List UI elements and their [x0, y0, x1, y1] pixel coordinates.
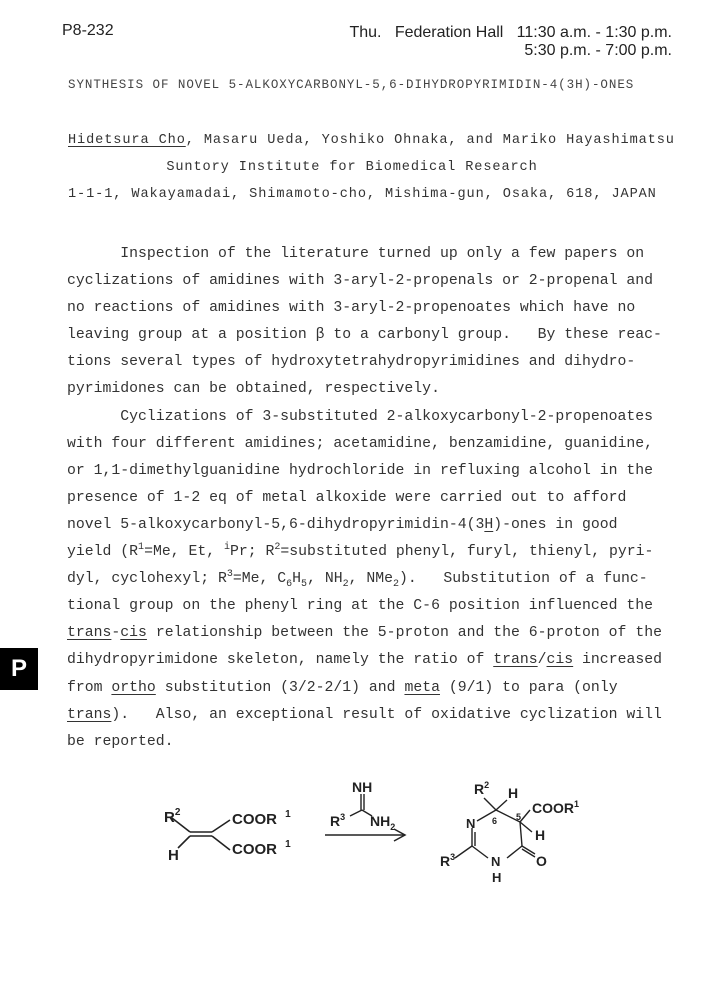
product-h6: H	[508, 785, 519, 801]
text-segment: Cyclizations of 3-substituted 2-alkoxycarbonyl-2-propenoates	[67, 408, 654, 425]
schedule-line-2: 5:30 p.m. - 7:00 p.m.	[524, 42, 672, 59]
body-line	[67, 241, 662, 268]
text-segment: 3	[226, 569, 233, 581]
body-line	[67, 566, 662, 593]
text-segment: 5	[301, 579, 308, 591]
product-carbonyl-o: O	[536, 853, 547, 869]
schedule-line-1: Thu. Federation Hall 11:30 a.m. - 1:30 p.m.	[349, 24, 672, 41]
text-segment: , NMe	[348, 571, 394, 588]
text-segment: cis	[546, 652, 574, 669]
body-line	[67, 539, 662, 566]
text-segment: 2	[393, 579, 400, 591]
text-segment: =Me, Et,	[144, 544, 224, 561]
text-segment: tions several types of hydroxytetrahydropyrimidines and dihydro-	[67, 354, 636, 371]
body-line	[67, 647, 662, 674]
body-line	[67, 268, 662, 295]
text-segment: )-ones in good	[493, 516, 618, 533]
amidine-nh: NH	[352, 779, 373, 795]
text-segment: trans	[493, 652, 538, 669]
text-segment: ). Also, an exceptional result of oxidative cyclization will	[111, 706, 662, 723]
text-segment: pyrimidones can be obtained, respectively.	[67, 381, 440, 398]
product-ester: COOR$^1$	[532, 799, 580, 816]
text-segment: be reported.	[67, 733, 174, 750]
author-list	[68, 133, 675, 148]
amidine-nh2: $NH_2$	[370, 813, 396, 832]
text-segment: H	[292, 571, 302, 588]
text-segment: trans	[67, 706, 112, 723]
body-line	[67, 431, 662, 458]
body-line	[67, 485, 662, 512]
reactant-h: H	[168, 847, 179, 864]
body-line	[67, 512, 662, 539]
product-h5: H	[535, 827, 546, 843]
text-segment: tional group on the phenyl ring at the C-6 position influenced the	[67, 598, 654, 615]
text-segment: trans	[67, 625, 112, 642]
body-line	[67, 620, 662, 647]
text-segment: ). Substitution of a func-	[399, 571, 648, 588]
body-line	[67, 376, 662, 403]
text-segment: , NH	[307, 571, 343, 588]
text-segment: 1	[138, 542, 145, 554]
poster-id: P8-232	[62, 22, 114, 39]
address: 1-1-1, Wakayamadai, Shimamoto-cho, Mishima-gun, Osaka, 618, JAPAN	[68, 187, 657, 202]
text-segment: yield (R	[67, 544, 139, 561]
body-line	[67, 349, 662, 376]
text-segment: leaving group at a position β to a carbonyl group. By these reac-	[67, 327, 662, 344]
presenting-author: Hidetsura Cho	[68, 133, 186, 148]
reaction-scheme	[150, 760, 580, 900]
text-segment: Inspection of the literature turned up only a few papers on	[67, 246, 645, 262]
text-segment: /	[537, 652, 547, 669]
text-segment: 2	[342, 579, 349, 591]
text-segment: dihydropyrimidone skeleton, namely the ratio of	[67, 652, 494, 669]
text-segment: 6	[286, 579, 293, 591]
body-line	[67, 729, 662, 756]
body-line	[67, 295, 662, 322]
text-segment: i	[223, 542, 230, 554]
position-5: 5	[516, 812, 522, 822]
text-segment: dyl, cyclohexyl; R	[67, 571, 227, 588]
text-segment: increased	[573, 652, 662, 669]
reactant-structure	[172, 818, 230, 850]
product-n1: N	[466, 816, 476, 831]
section-tab: P	[0, 648, 38, 690]
text-segment: (9/1) to para (only	[439, 679, 618, 696]
text-segment: meta	[404, 679, 440, 696]
text-segment: no reactions of amidines with 3-aryl-2-propenoates which have no	[67, 300, 636, 317]
product-r3: $R^3$	[440, 852, 456, 869]
reactant-ester-1: COOR $^1$	[232, 809, 291, 828]
reactant-ester-2: COOR $^1$	[232, 839, 291, 858]
position-6: 6	[492, 816, 498, 826]
text-segment: from	[67, 679, 112, 696]
reactant-r2: $R^2$	[164, 807, 181, 826]
text-segment: novel 5-alkoxycarbonyl-5,6-dihydropyrimidin-4(3	[67, 516, 485, 533]
institution: Suntory Institute for Biomedical Research	[166, 160, 538, 175]
text-segment: 2	[274, 542, 281, 554]
text-segment: substitution (3/2-2/1) and	[155, 679, 405, 696]
text-segment: cyclizations of amidines with 3-aryl-2-propenals or 2-propenal and	[67, 273, 654, 290]
text-segment: Pr; R	[230, 544, 275, 561]
text-segment: with four different amidines; acetamidine, benzamidine, guanidine,	[67, 435, 654, 452]
body-line	[67, 322, 662, 349]
product-nh-h: H	[492, 870, 502, 885]
body-line	[67, 458, 662, 485]
text-segment: or 1,1-dimethylguanidine hydrochloride in refluxing alcohol in the	[67, 462, 654, 479]
body-line	[67, 702, 662, 729]
text-segment: relationship between the 5-proton and the 6-proton of the	[146, 625, 662, 642]
text-segment: ortho	[111, 679, 156, 696]
text-segment: =Me, C	[232, 571, 287, 588]
abstract-title: SYNTHESIS OF NOVEL 5-ALKOXYCARBONYL-5,6-DIHYDROPYRIMIDIN-4(3H)-ONES	[68, 78, 635, 92]
co-authors: , Masaru Ueda, Yoshiko Ohnaka, and Mariko Hayashimatsu	[185, 133, 675, 148]
text-segment: presence of 1-2 eq of metal alkoxide were carried out to afford	[67, 489, 627, 506]
amidine-r3: $R^3$	[330, 812, 346, 829]
product-nh-n: N	[491, 854, 501, 869]
body-line	[67, 404, 662, 431]
text-segment: cis	[120, 625, 147, 642]
body-line	[67, 593, 662, 620]
text-segment: -	[111, 625, 121, 642]
text-segment: H	[484, 516, 494, 533]
text-segment: =substituted phenyl, furyl, thienyl, pyri-	[280, 544, 654, 561]
product-r2: $R^2$	[474, 780, 490, 797]
amidine-structure	[350, 794, 372, 816]
abstract-body	[67, 241, 662, 756]
body-line	[67, 675, 662, 702]
